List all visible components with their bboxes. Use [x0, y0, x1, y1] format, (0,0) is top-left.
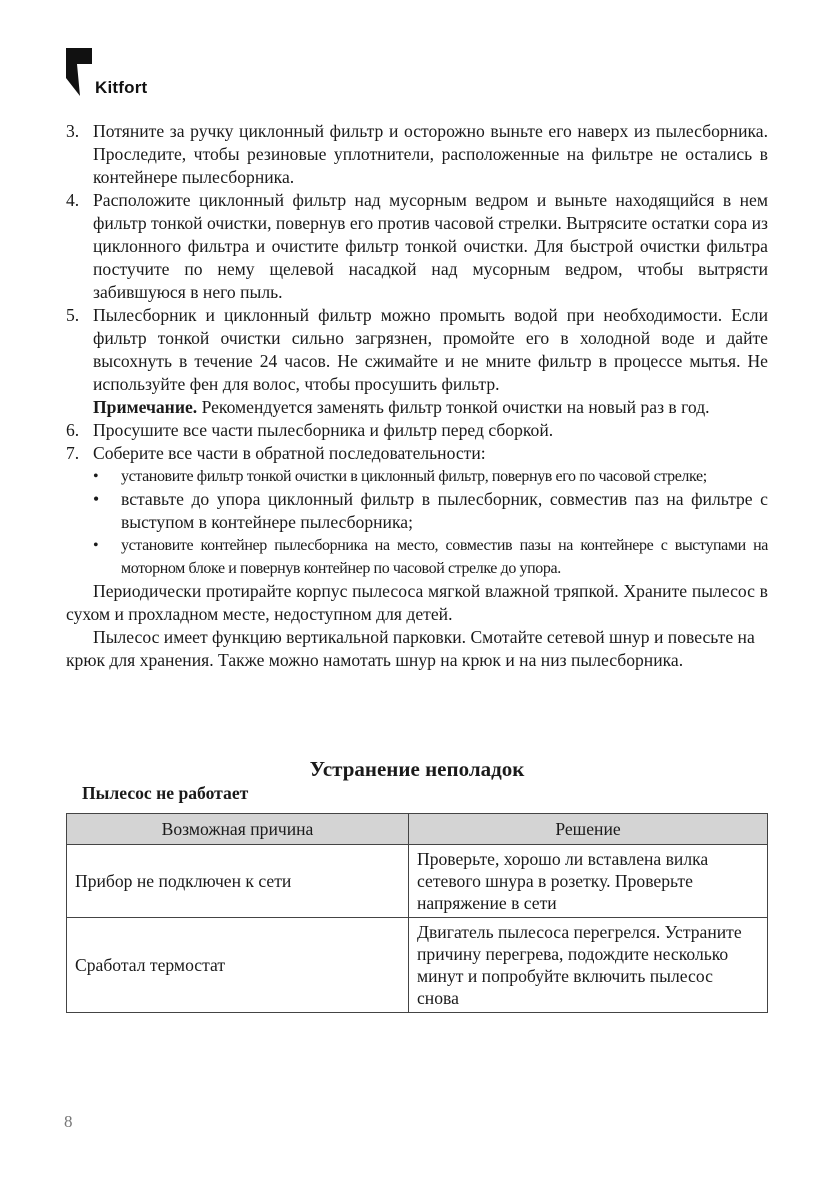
step-3 — [66, 120, 768, 189]
table-header-row — [67, 814, 768, 845]
bullet-symbol: • — [93, 537, 99, 554]
step-text: Пылесборник и циклонный фильтр можно промыть водой при необходимости. Если фильтр тонкой очистки сильно загрязнен, промойте его в холодной воде и дайте высохнуть в течение 24 часов. Не сжимайте и не мните фильтр в процессе мытья. Не используйте фен для волос, чтобы просушить фильтр. — [93, 305, 768, 394]
step-5 — [66, 304, 768, 396]
solution-cell: Проверьте, хорошо ли вставлена вилка сетевого шнура в розетку. Проверьте напряжение в сети — [409, 845, 768, 918]
bullet-item — [66, 534, 768, 580]
instructions — [66, 120, 768, 672]
step-6 — [66, 419, 768, 442]
section-subtitle: Пылесос не работает — [82, 783, 249, 803]
column-header-cause: Возможная причина — [67, 814, 409, 845]
parking-paragraph: Пылесос имеет функцию вертикальной парковки. Смотайте сетевой шнур и повесьте на крюк для хранения. Также можно намотать шнур на крюк и на низ пылесборника. — [66, 627, 755, 670]
bullet-text: вставьте до упора циклонный фильтр в пылесборник, совместив паз на фильтре с выступом в контейнере пылесборника; — [121, 489, 768, 532]
section-title: Устранение неполадок — [309, 757, 525, 781]
step-number: 6. — [66, 420, 80, 440]
note-label: Примечание. — [93, 397, 198, 417]
bullet-text: установите фильтр тонкой очистки в циклонный фильтр, повернув его по часовой стрелке; — [121, 468, 707, 485]
troubleshooting-table — [66, 813, 768, 1013]
solution-cell: Двигатель пылесоса перегрелся. Устраните причину перегрева, подождите несколько минут и попробуйте включить пылесос снова — [409, 918, 768, 1013]
kitfort-logo — [64, 48, 184, 98]
care-paragraph: Периодически протирайте корпус пылесоса мягкой влажной тряпкой. Храните пылесос в сухом и прохладном месте, недоступном для детей. — [66, 581, 768, 624]
brand-name: Kitfort — [95, 78, 148, 97]
column-header-solution: Решение — [409, 814, 768, 845]
step-number: 3. — [66, 121, 80, 141]
step-number: 4. — [66, 190, 80, 210]
step-4 — [66, 189, 768, 304]
bullet-symbol: • — [93, 468, 99, 485]
cause-cell: Прибор не подключен к сети — [67, 845, 409, 918]
cause-cell: Сработал термостат — [67, 918, 409, 1013]
step-number: 5. — [66, 305, 80, 325]
bullet-item — [66, 488, 768, 534]
step-text: Потяните за ручку циклонный фильтр и осторожно выньте его наверх из пылесборника. Проследите, чтобы резиновые уплотнители, расположенные на фильтре не остались в контейнере пылесборника. — [93, 121, 768, 187]
table-row — [67, 918, 768, 1013]
kitfort-logo-icon — [64, 48, 94, 96]
step-text: Просушите все части пылесборника и фильтр перед сборкой. — [93, 420, 554, 440]
bullet-text: установите контейнер пылесборника на место, совместив пазы на контейнере с выступами на моторном блоке и повернув контейнер по часовой стрелке до упора. — [121, 537, 768, 577]
bullet-symbol: • — [93, 489, 100, 509]
bullet-item — [66, 465, 768, 488]
step-text: Соберите все части в обратной последовательности: — [93, 443, 486, 463]
step-7 — [66, 442, 768, 465]
note — [66, 396, 768, 419]
note-text: Рекомендуется заменять фильтр тонкой очистки на новый раз в год. — [197, 397, 710, 417]
table-row — [67, 845, 768, 918]
page-number: 8 — [64, 1112, 73, 1131]
step-number: 7. — [66, 443, 80, 463]
step-text: Расположите циклонный фильтр над мусорным ведром и выньте находящийся в нем фильтр тонкой очистки, повернув его против часовой стрелки. Вытрясите остатки сора из циклонного фильтра и очистите фильтр тонкой очистки. Для быстрой очистки фильтра постучите по нему щелевой насадкой над мусорным ведром, чтобы вытрясти забившуюся в него пыль. — [93, 190, 768, 302]
